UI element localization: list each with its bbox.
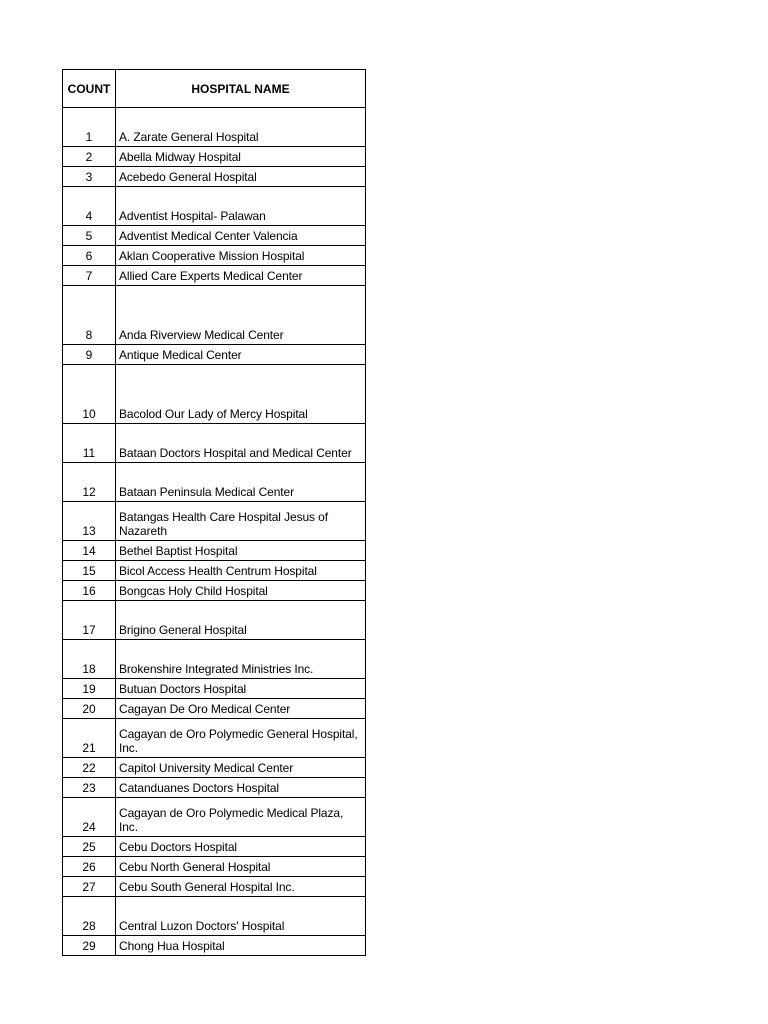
row-count-cell: 22 — [63, 758, 116, 778]
table-row — [63, 837, 366, 857]
table-row — [63, 798, 366, 837]
table-row — [63, 758, 366, 778]
table-row — [63, 719, 366, 758]
hospital-name-cell: Bacolod Our Lady of Mercy Hospital — [116, 365, 366, 424]
row-count-cell: 5 — [63, 226, 116, 246]
table-row — [63, 936, 366, 956]
row-count-cell: 3 — [63, 167, 116, 187]
hospital-name-cell: Bethel Baptist Hospital — [116, 541, 366, 561]
hospital-name-column-header: HOSPITAL NAME — [116, 70, 366, 108]
hospital-name-cell: Aklan Cooperative Mission Hospital — [116, 246, 366, 266]
hospital-name-cell: Catanduanes Doctors Hospital — [116, 778, 366, 798]
table-row — [63, 640, 366, 679]
row-count-cell: 24 — [63, 798, 116, 837]
row-count-cell: 23 — [63, 778, 116, 798]
row-count-cell: 9 — [63, 345, 116, 365]
hospital-name-cell: Cebu Doctors Hospital — [116, 837, 366, 857]
hospital-name-cell: Brigino General Hospital — [116, 601, 366, 640]
table-row — [63, 266, 366, 286]
row-count-cell: 29 — [63, 936, 116, 956]
table-row — [63, 167, 366, 187]
row-count-cell: 20 — [63, 699, 116, 719]
table-row — [63, 679, 366, 699]
hospital-name-cell: Allied Care Experts Medical Center — [116, 266, 366, 286]
hospital-name-cell: Batangas Health Care Hospital Jesus of Nazareth — [116, 502, 366, 541]
table-row — [63, 581, 366, 601]
table-row — [63, 345, 366, 365]
row-count-cell: 26 — [63, 857, 116, 877]
table-row — [63, 778, 366, 798]
row-count-cell: 25 — [63, 837, 116, 857]
row-count-cell: 21 — [63, 719, 116, 758]
hospital-name-cell: Acebedo General Hospital — [116, 167, 366, 187]
hospital-name-cell: A. Zarate General Hospital — [116, 108, 366, 147]
row-count-cell: 15 — [63, 561, 116, 581]
row-count-cell: 28 — [63, 897, 116, 936]
row-count-cell: 14 — [63, 541, 116, 561]
row-count-cell: 7 — [63, 266, 116, 286]
hospital-name-cell: Adventist Hospital- Palawan — [116, 187, 366, 226]
table-row — [63, 561, 366, 581]
count-column-header: COUNT — [63, 70, 116, 108]
table-row — [63, 877, 366, 897]
table-row — [63, 424, 366, 463]
row-count-cell: 17 — [63, 601, 116, 640]
table-row — [63, 463, 366, 502]
hospital-name-cell: Bataan Peninsula Medical Center — [116, 463, 366, 502]
hospital-name-cell: Cebu North General Hospital — [116, 857, 366, 877]
table-row — [63, 108, 366, 147]
hospital-name-cell: Cagayan de Oro Polymedic General Hospital, Inc. — [116, 719, 366, 758]
hospital-name-cell: Bongcas Holy Child Hospital — [116, 581, 366, 601]
hospital-name-cell: Chong Hua Hospital — [116, 936, 366, 956]
hospital-name-cell: Anda Riverview Medical Center — [116, 286, 366, 345]
table-row — [63, 502, 366, 541]
table-row — [63, 226, 366, 246]
hospital-name-cell: Antique Medical Center — [116, 345, 366, 365]
hospital-name-cell: Adventist Medical Center Valencia — [116, 226, 366, 246]
row-count-cell: 8 — [63, 286, 116, 345]
row-count-cell: 12 — [63, 463, 116, 502]
table-row — [63, 541, 366, 561]
hospital-name-cell: Bataan Doctors Hospital and Medical Center — [116, 424, 366, 463]
row-count-cell: 2 — [63, 147, 116, 167]
hospital-name-cell: Cagayan de Oro Polymedic Medical Plaza, Inc. — [116, 798, 366, 837]
hospital-name-cell: Cagayan De Oro Medical Center — [116, 699, 366, 719]
hospital-name-cell: Butuan Doctors Hospital — [116, 679, 366, 699]
row-count-cell: 11 — [63, 424, 116, 463]
row-count-cell: 10 — [63, 365, 116, 424]
hospital-name-cell: Capitol University Medical Center — [116, 758, 366, 778]
table-row — [63, 147, 366, 167]
table-row — [63, 857, 366, 877]
table-row — [63, 187, 366, 226]
row-count-cell: 1 — [63, 108, 116, 147]
row-count-cell: 19 — [63, 679, 116, 699]
hospital-name-cell: Brokenshire Integrated Ministries Inc. — [116, 640, 366, 679]
row-count-cell: 6 — [63, 246, 116, 266]
row-count-cell: 27 — [63, 877, 116, 897]
hospital-name-cell: Cebu South General Hospital Inc. — [116, 877, 366, 897]
hospital-name-cell: Abella Midway Hospital — [116, 147, 366, 167]
hospital-table — [62, 69, 366, 956]
row-count-cell: 4 — [63, 187, 116, 226]
hospital-name-cell: Bicol Access Health Centrum Hospital — [116, 561, 366, 581]
table-row — [63, 897, 366, 936]
row-count-cell: 18 — [63, 640, 116, 679]
header-row — [63, 70, 366, 108]
table-row — [63, 365, 366, 424]
table-row — [63, 699, 366, 719]
row-count-cell: 13 — [63, 502, 116, 541]
table-row — [63, 286, 366, 345]
table-row — [63, 246, 366, 266]
hospital-name-cell: Central Luzon Doctors' Hospital — [116, 897, 366, 936]
row-count-cell: 16 — [63, 581, 116, 601]
table-row — [63, 601, 366, 640]
